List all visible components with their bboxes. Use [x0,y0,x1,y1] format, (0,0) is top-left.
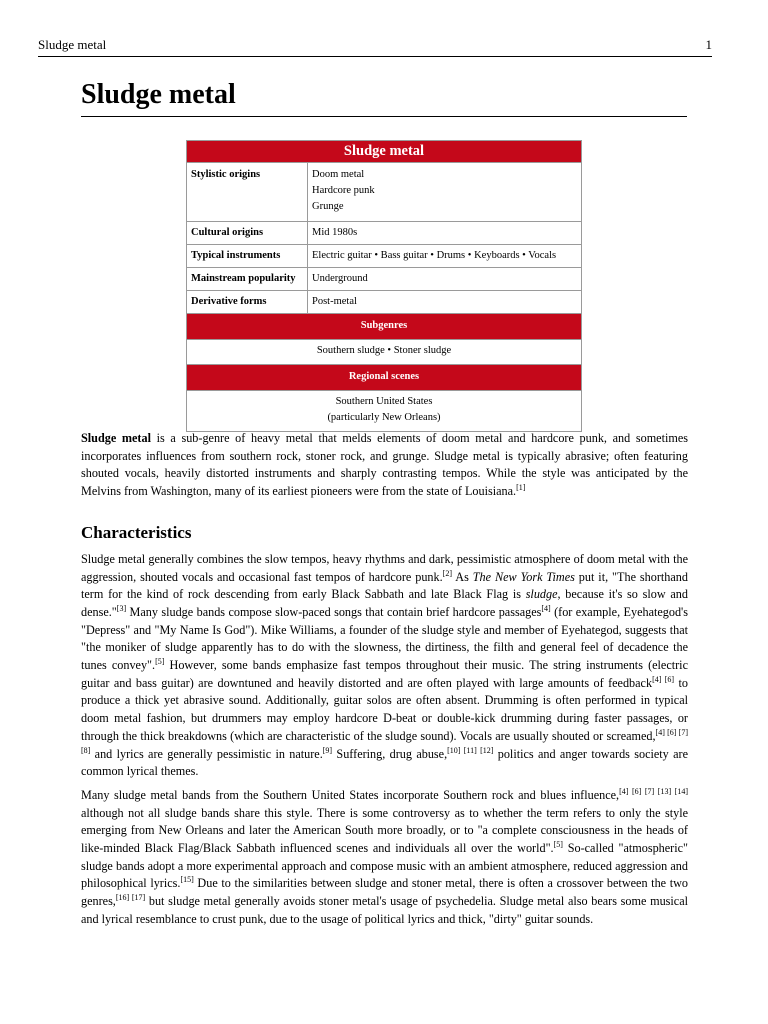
characteristics-paragraph-2 [81,787,688,929]
regional-line: (particularly New Orleans) [327,412,441,423]
infobox-label: Cultural origins [187,222,308,245]
text-run: but sludge metal generally avoids stoner metal's usage of psychedelia. Sludge metal also bears some musical and lyrical resemblance to crust punk, due to the usage of political lyrics and thick, "dirty" guitar sounds. [81,894,688,926]
citation[interactable]: [4] [6] [652,674,675,684]
text-run: politics and anger towards society are common lyrical themes. [81,746,688,779]
citation[interactable]: [3] [116,603,127,613]
infobox-row-derivative-forms [187,291,582,314]
infobox [186,140,582,432]
citation[interactable]: [2] [442,568,452,578]
citation[interactable]: [4] [6] [7] [8] [81,727,688,755]
infobox-value[interactable]: Electric guitar • Bass guitar • Drums • Keyboards • Vocals [308,245,582,268]
citation[interactable]: [5] [553,840,563,850]
text-run: Sludge metal generally combines the slow tempos, heavy rhythms and dark, pessimistic atmosphere of doom metal with the aggression, shouted vocals and occasional fast tempos of hardcore punk. [81,551,688,584]
citation[interactable]: [4] [6] [7] [13] [14] [619,786,689,796]
article-body [81,430,688,929]
infobox-label: Derivative forms [187,291,308,314]
citation[interactable]: [9] [322,745,333,755]
infobox-label: Typical instruments [187,245,308,268]
citation[interactable]: [1] [516,483,526,493]
text-run: So-called "atmospheric" sludge bands adopt a more experimental approach and compose music with an ambient atmosphere, reduced aggression and philosophical lyrics. [81,841,688,891]
subgenres-heading: Subgenres [187,314,582,340]
running-header [38,37,712,57]
citation[interactable]: [10] [11] [12] [447,745,494,755]
text-run: However, some bands emphasize fast tempos throughout their music. The string instruments (electric guitar and bass guitar) are downtuned and heavily distorted and are often played with large amounts of feedback [81,658,688,690]
citation[interactable]: [16] [17] [115,893,146,903]
page-title: Sludge metal [81,78,687,117]
link-grunge[interactable]: Grunge [312,201,344,212]
regional-line[interactable]: Southern United States [335,396,433,407]
infobox-label: Stylistic origins [187,163,308,222]
lead-term: Sludge metal [81,431,151,445]
citation[interactable]: [4] [541,603,551,613]
text-run: although not all sludge bands share this style. There is some controversy as to whether the term refers to only the style emerging from New Orleans and later the American South more broadly, or to "a complete consciousness in the heads of like-minded Black Flag/Black Sabbath influenced scenes and individuals all over the world". [81,805,688,856]
infobox-row-typical-instruments [187,245,582,268]
text-run: Many sludge metal bands from the Southern United States incorporate Southern rock and blues influence, [81,787,620,802]
publication-title: The New York Times [472,569,575,584]
regional-scenes-heading: Regional scenes [187,365,582,391]
text-run: , because it's so slow and dense." [81,587,688,619]
text-run: Many sludge bands compose slow-paced songs that contain brief hardcore passages [126,604,542,619]
citation[interactable]: [15] [180,875,194,885]
section-heading-characteristics: Characteristics [81,522,192,542]
text-run: Due to the similarities between sludge and stoner metal, there is often a crossover between the two genres, [81,876,689,909]
text-run: (for example, Eyehategod's "Depress" and "My Name Is God"). Mike Williams, a founder of the sludge style and member of Eyehategod, suggests that "the moniker of sludge apparently has to do with the slowness, the dirtiness, the filth and general feel of decadence the tunes convey". [81,604,688,673]
regional-scenes-value [187,391,582,432]
text-run: put it, "The shorthand term for the kind of rock descending from early Black Sabbath and late Black Flag is [81,569,688,602]
infobox-row-cultural-origins [187,222,582,245]
emphasis: sludge [525,587,558,602]
infobox-title: Sludge metal [187,141,582,163]
infobox-row-mainstream-popularity [187,268,582,291]
text-run: and lyrics are generally pessimistic in nature. [90,746,323,761]
infobox-value [308,163,582,222]
infobox-label: Mainstream popularity [187,268,308,291]
text-run: As [452,569,473,584]
infobox-value: Mid 1980s [308,222,582,245]
text-run: to produce a thick yet abrasive sound. Additionally, guitar solos are often absent. Drumming is often performed in typical doom metal fashion, but drummers may employ hardcore D-beat or double-kick drumming during faster passages, or through the thick breakdowns (which are characteristic of the sludge sound). Vocals are usually shouted or screamed, [81,675,688,743]
characteristics-paragraph-1 [81,551,688,781]
infobox-row-stylistic-origins [187,163,582,222]
intro-paragraph [81,430,688,501]
intro-text: is a sub-genre of heavy metal that melds elements of doom metal and hardcore punk, and sometimes incorporates influences from southern rock, stoner rock, and grunge. Sludge metal is typically abrasive; often featuring shouted vocals, heavily distorted instruments and sharply contrasting tempos. While the style was anticipated by the Melvins from Washington, many of its earliest pioneers were from the state of Louisiana. [81,431,688,499]
running-title: Sludge metal [38,37,107,52]
infobox-value[interactable]: Post-metal [308,291,582,314]
subgenres-list[interactable]: Southern sludge • Stoner sludge [187,340,582,365]
citation[interactable]: [5] [155,657,165,667]
link-doom-metal[interactable]: Doom metal [312,169,365,180]
link-hardcore-punk[interactable]: Hardcore punk [312,185,375,196]
text-run: Suffering, drug abuse, [332,746,448,761]
page-number: 1 [705,37,712,52]
infobox-value: Underground [308,268,582,291]
